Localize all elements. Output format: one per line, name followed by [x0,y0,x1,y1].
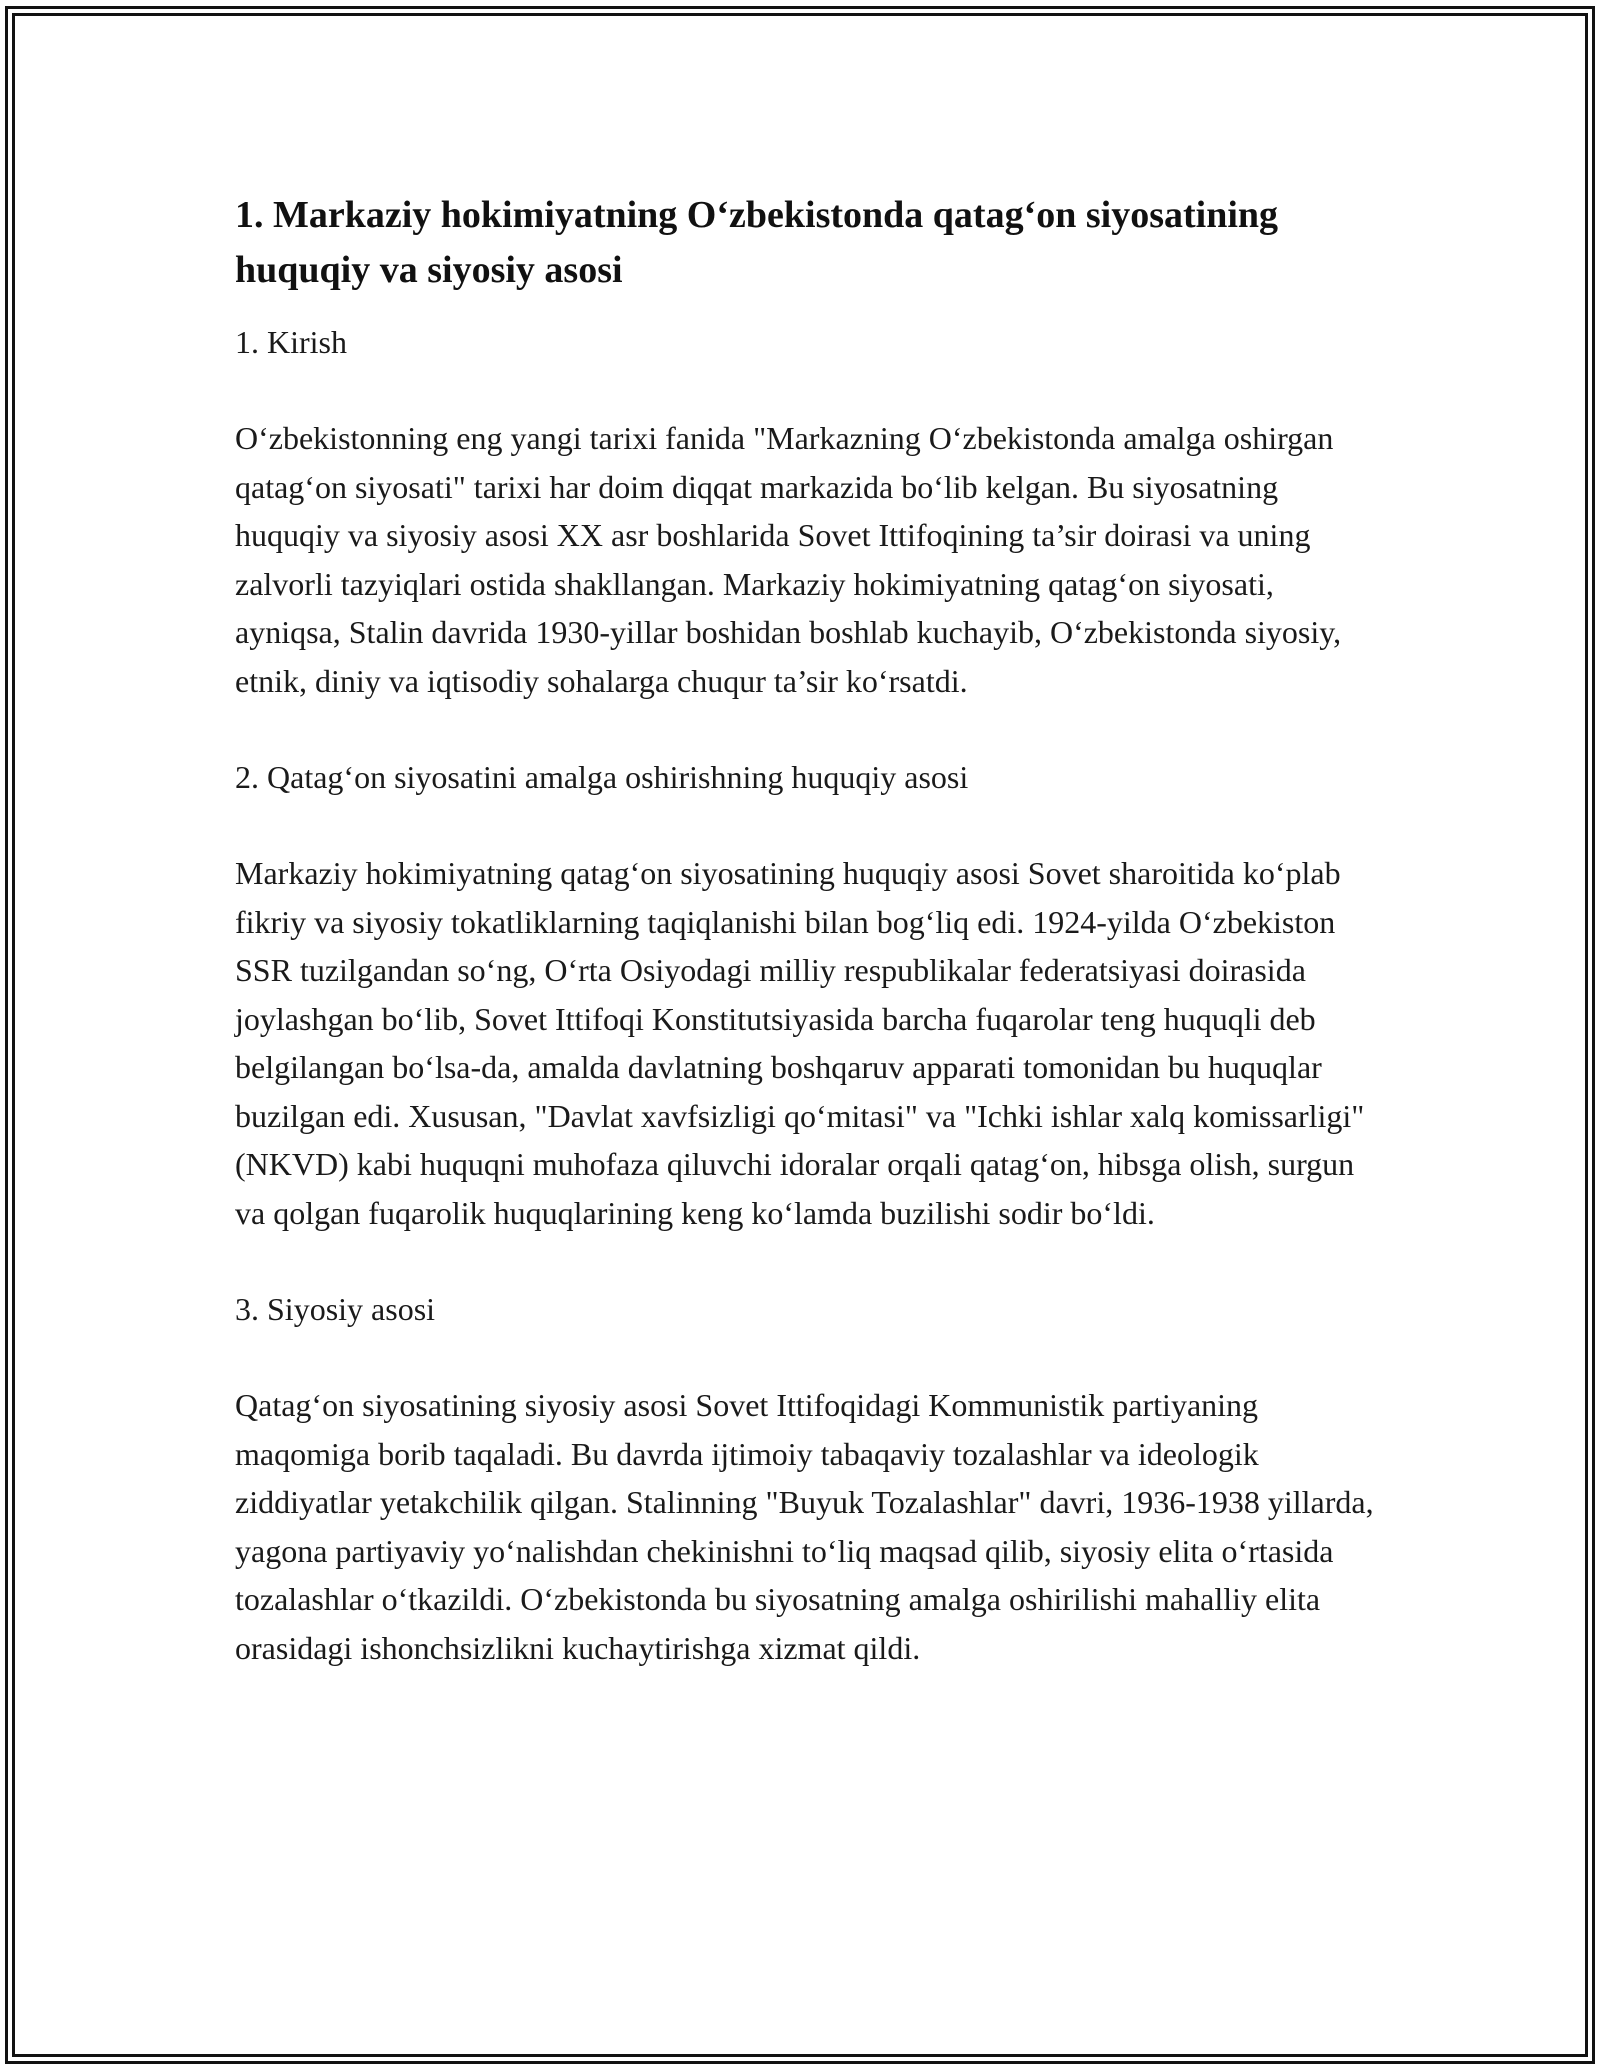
section-heading: 1. Kirish [235,324,347,360]
section-legal-basis [235,753,1375,1237]
section-heading: 3. Siyosiy asosi [235,1291,436,1327]
section-heading: 2. Qatag‘on siyosatini amalga oshirishning huquqiy asosi [235,759,969,795]
section-paragraph: O‘zbekistonning eng yangi tarixi fanida "Markazning O‘zbekistonda amalga oshirgan qatag‘on siyosati" tarixi har doim diqqat markazida bo‘lib kelgan. Bu siyosatning huquqiy va siyosiy asosi XX asr boshlarida Sovet Ittifoqining ta’sir doirasi va uning zalvorli tazyiqlari ostida shakllangan. Markaziy hokimiyatning qatag‘on siyosati, ayniqsa, Stalin davrida 1930-yillar boshidan boshlab kuchayib, O‘zbekistonda siyosiy, etnik, diniy va iqtisodiy sohalarga chuqur ta’sir ko‘rsatdi. [235,420,1342,699]
document-body [235,188,1375,1720]
document-title: 1. Markaziy hokimiyatning O‘zbekistonda qatag‘on siyosatining huquqiy va siyosiy asosi [235,194,1279,291]
section-paragraph: Qatag‘on siyosatining siyosiy asosi Sovet Ittifoqidagi Kommunistik partiyaning maqomiga borib taqaladi. Bu davrda ijtimoiy tabaqaviy tozalashlar va ideologik ziddiyatlar yetakchilik qilgan. Stalinning "Buyuk Tozalashlar" davri, 1936-1938 yillarda, yagona partiyaviy yo‘nalishdan chekinishni to‘liq maqsad qilib, siyosiy elita o‘rtasida tozalashlar o‘tkazildi. O‘zbekistonda bu siyosatning amalga oshirilishi mahalliy elita orasidagi ishonchsizlikni kuchaytirishga xizmat qildi. [235,1387,1374,1666]
section-introduction [235,318,1375,705]
section-political-basis [235,1285,1375,1672]
section-paragraph: Markaziy hokimiyatning qatag‘on siyosatining huquqiy asosi Sovet sharoitida ko‘plab fikriy va siyosiy tokatliklarning taqiqlanishi bilan bog‘liq edi. 1924-yilda O‘zbekiston SSR tuzilgandan so‘ng, O‘rta Osiyodagi milliy respublikalar federatsiyasi doirasida joylashgan bo‘lib, Sovet Ittifoqi Konstitutsiyasida barcha fuqarolar teng huquqli deb belgilangan bo‘lsa-da, amalda davlatning boshqaruv apparati tomonidan bu huquqlar buzilgan edi. Xususan, "Davlat xavfsizligi qo‘mitasi" va "Ichki ishlar xalq komissarligi" (NKVD) kabi huquqni muhofaza qiluvchi idoralar orqali qatag‘on, hibsga olish, surgun va qolgan fuqarolik huquqlarining keng ko‘lamda buzilishi sodir bo‘ldi. [235,855,1365,1231]
